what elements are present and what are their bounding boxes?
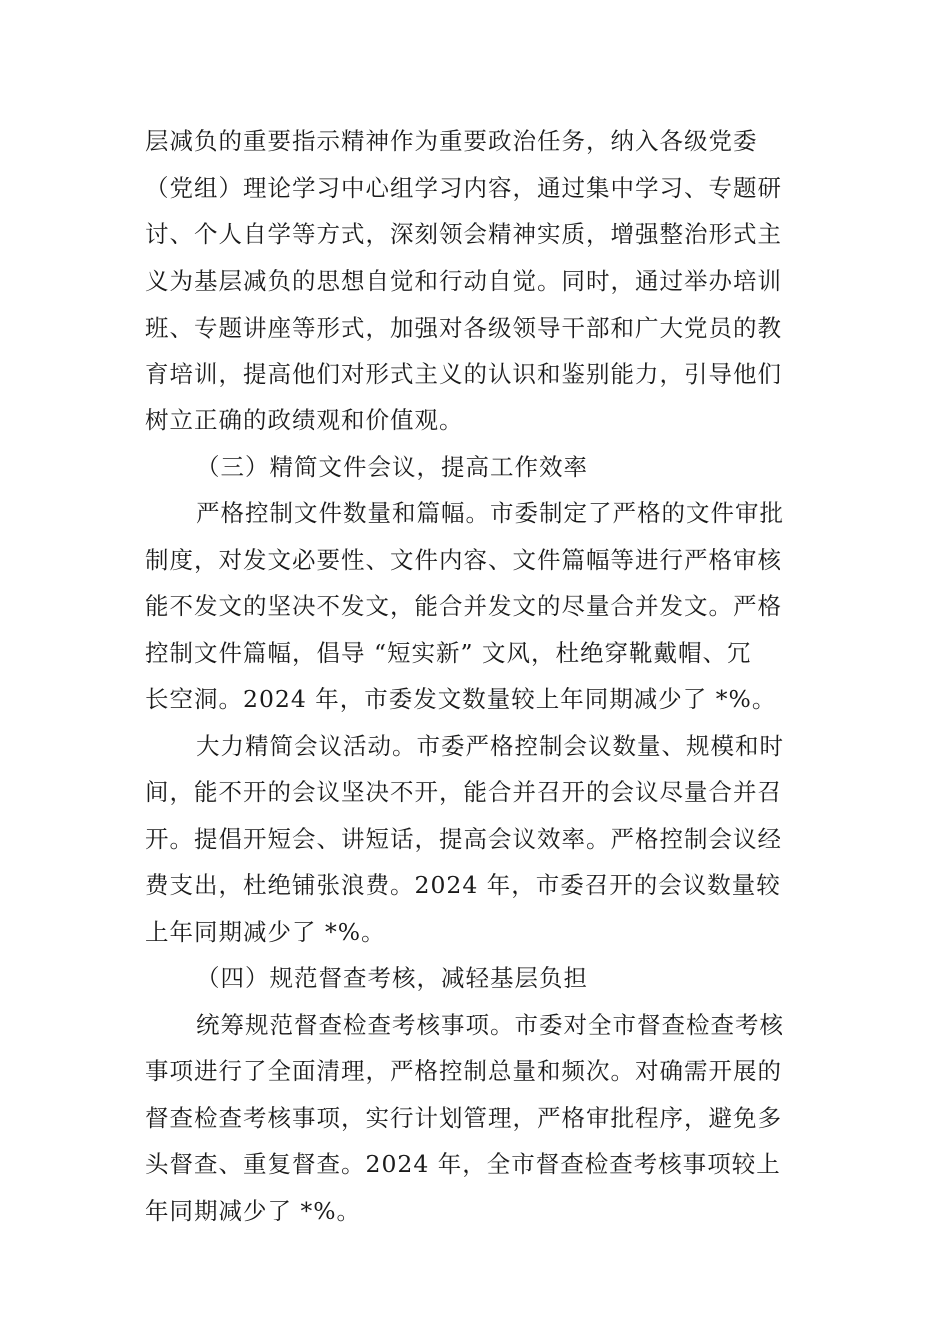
paragraph-line: 统筹规范督查检查考核事项。市委对全市督查检查考核: [196, 1011, 784, 1039]
paragraph-line: 控制文件篇幅，倡导 “短实新” 文风，杜绝穿靴戴帽、冗: [145, 639, 752, 667]
paragraph-line: 制度，对发文必要性、文件内容、文件篇幅等进行严格审核: [145, 546, 782, 574]
paragraph-line: 长空洞。2024 年，市委发文数量较上年同期减少了 *%。: [145, 685, 777, 713]
paragraph-line: 班、专题讲座等形式，加强对各级领导干部和广大党员的教: [145, 314, 782, 342]
paragraph-line: 能不发文的坚决不发文，能合并发文的尽量合并发文。严格: [145, 592, 782, 620]
paragraph-line: 层减负的重要指示精神作为重要政治任务，纳入各级党委: [145, 127, 758, 155]
paragraph-line: 间，能不开的会议坚决不开，能合并召开的会议尽量合并召: [145, 778, 782, 806]
paragraph-line: 费支出，杜绝铺张浪费。2024 年，市委召开的会议数量较: [145, 871, 781, 899]
paragraph-line: 开。提倡开短会、讲短话，提高会议效率。严格控制会议经: [145, 825, 782, 853]
paragraph-line: 义为基层减负的思想自觉和行动自觉。同时，通过举办培训: [145, 267, 782, 295]
paragraph-line: 大力精简会议活动。市委严格控制会议数量、规模和时: [196, 732, 784, 760]
paragraph-line: 上年同期减少了 *%。: [145, 918, 386, 946]
paragraph-line: 头督查、重复督查。2024 年，全市督查检查考核事项较上: [145, 1150, 781, 1178]
paragraph-line: 严格控制文件数量和篇幅。市委制定了严格的文件审批: [196, 499, 784, 527]
paragraph-line: 督查检查考核事项，实行计划管理，严格审批程序，避免多: [145, 1104, 782, 1132]
paragraph-line: 育培训，提高他们对形式主义的认识和鉴别能力，引导他们: [145, 360, 782, 388]
paragraph-line: （党组）理论学习中心组学习内容，通过集中学习、专题研: [145, 174, 782, 202]
paragraph-line: 讨、个人自学等方式，深刻领会精神实质，增强整治形式主: [145, 220, 782, 248]
paragraph-line: 事项进行了全面清理，严格控制总量和频次。对确需开展的: [145, 1057, 782, 1085]
paragraph-line: 树立正确的政绩观和价值观。: [145, 406, 464, 434]
paragraph-line: 年同期减少了 *%。: [145, 1197, 362, 1225]
section-heading-3: （三）精简文件会议，提高工作效率: [196, 453, 588, 481]
section-heading-4: （四）规范督查考核，减轻基层负担: [196, 964, 588, 992]
